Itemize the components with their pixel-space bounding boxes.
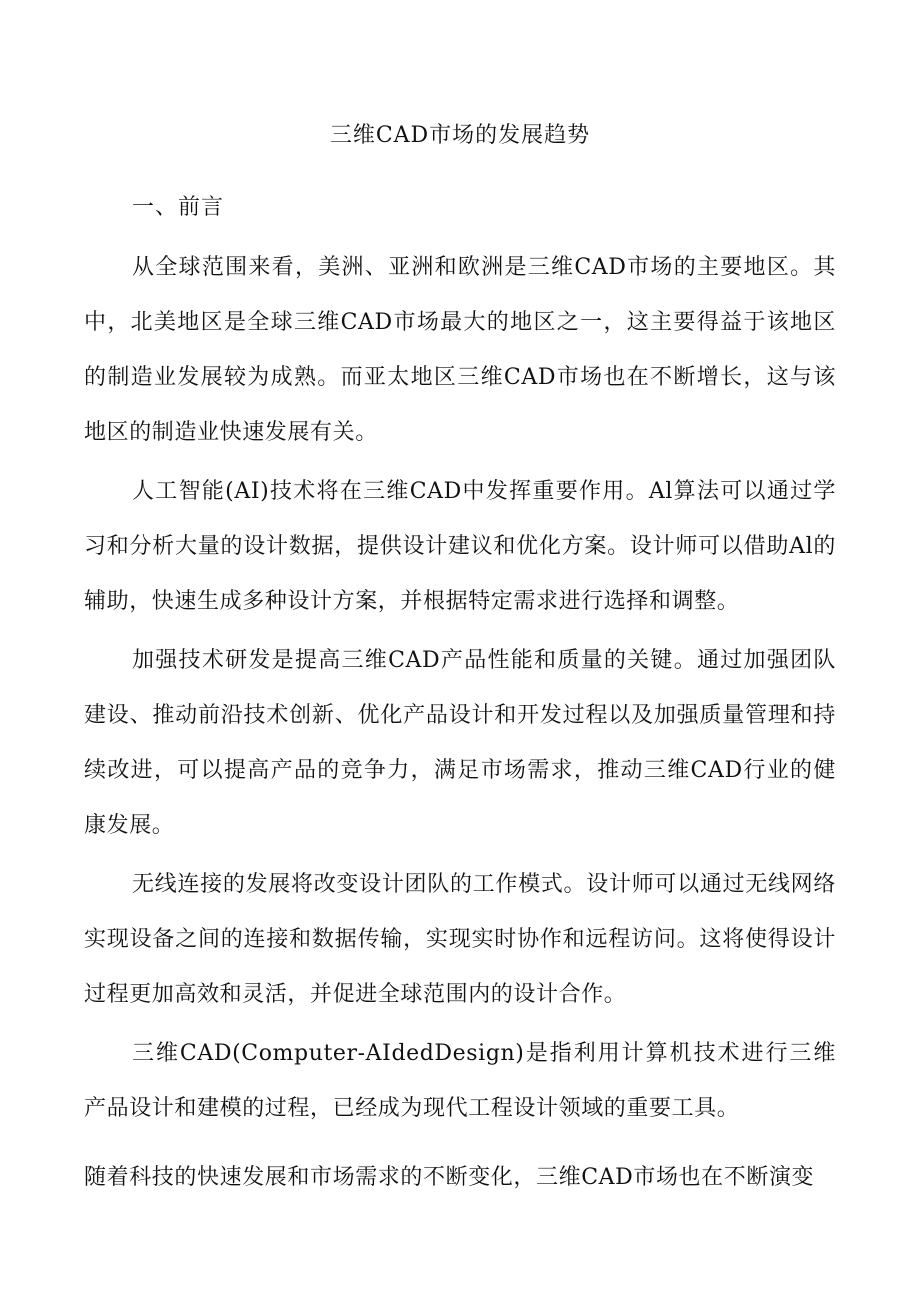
paragraph-wireless-connection: 无线连接的发展将改变设计团队的工作模式。设计师可以通过无线网络实现设备之间的连接和数据传输，实现实时协作和远程访问。这将使得设计过程更加高效和灵活，并促进全球范围内的设计合作。 xyxy=(84,872,836,1007)
paragraph-ai-technology: 人工智能(AI)技术将在三维CAD中发挥重要作用。Al算法可以通过学习和分析大量的设计数据，提供设计建议和优化方案。设计师可以借助Al的辅助，快速生成多种设计方案，并根据特定需求进行选择和调整。 xyxy=(84,479,836,614)
paragraph-regional-market: 从全球范围来看，美洲、亚洲和欧洲是三维CAD市场的主要地区。其中，北美地区是全球三维CAD市场最大的地区之一，这主要得益于该地区的制造业发展较为成熟。而亚太地区三维CAD市场也在不断增长，这与该地区的制造业快速发展有关。 xyxy=(84,255,836,445)
paragraph-market-evolution: 随着科技的快速发展和市场需求的不断变化，三维CAD市场也在不断演变 xyxy=(84,1165,815,1190)
section-heading-preface: 一、前言 xyxy=(132,195,225,220)
document-title: 三维CAD市场的发展趋势 xyxy=(329,123,591,148)
paragraph-cad-definition: 三维CAD(Computer-AIdedDesign)是指利用计算机技术进行三维产品设计和建模的过程，已经成为现代工程设计领域的重要工具。 xyxy=(84,1041,836,1121)
paragraph-technology-rd: 加强技术研发是提高三维CAD产品性能和质量的关键。通过加强团队建设、推动前沿技术创新、优化产品设计和开发过程以及加强质量管理和持续改进，可以提高产品的竞争力，满足市场需求，推动三维CAD行业的健康发展。 xyxy=(84,648,836,838)
